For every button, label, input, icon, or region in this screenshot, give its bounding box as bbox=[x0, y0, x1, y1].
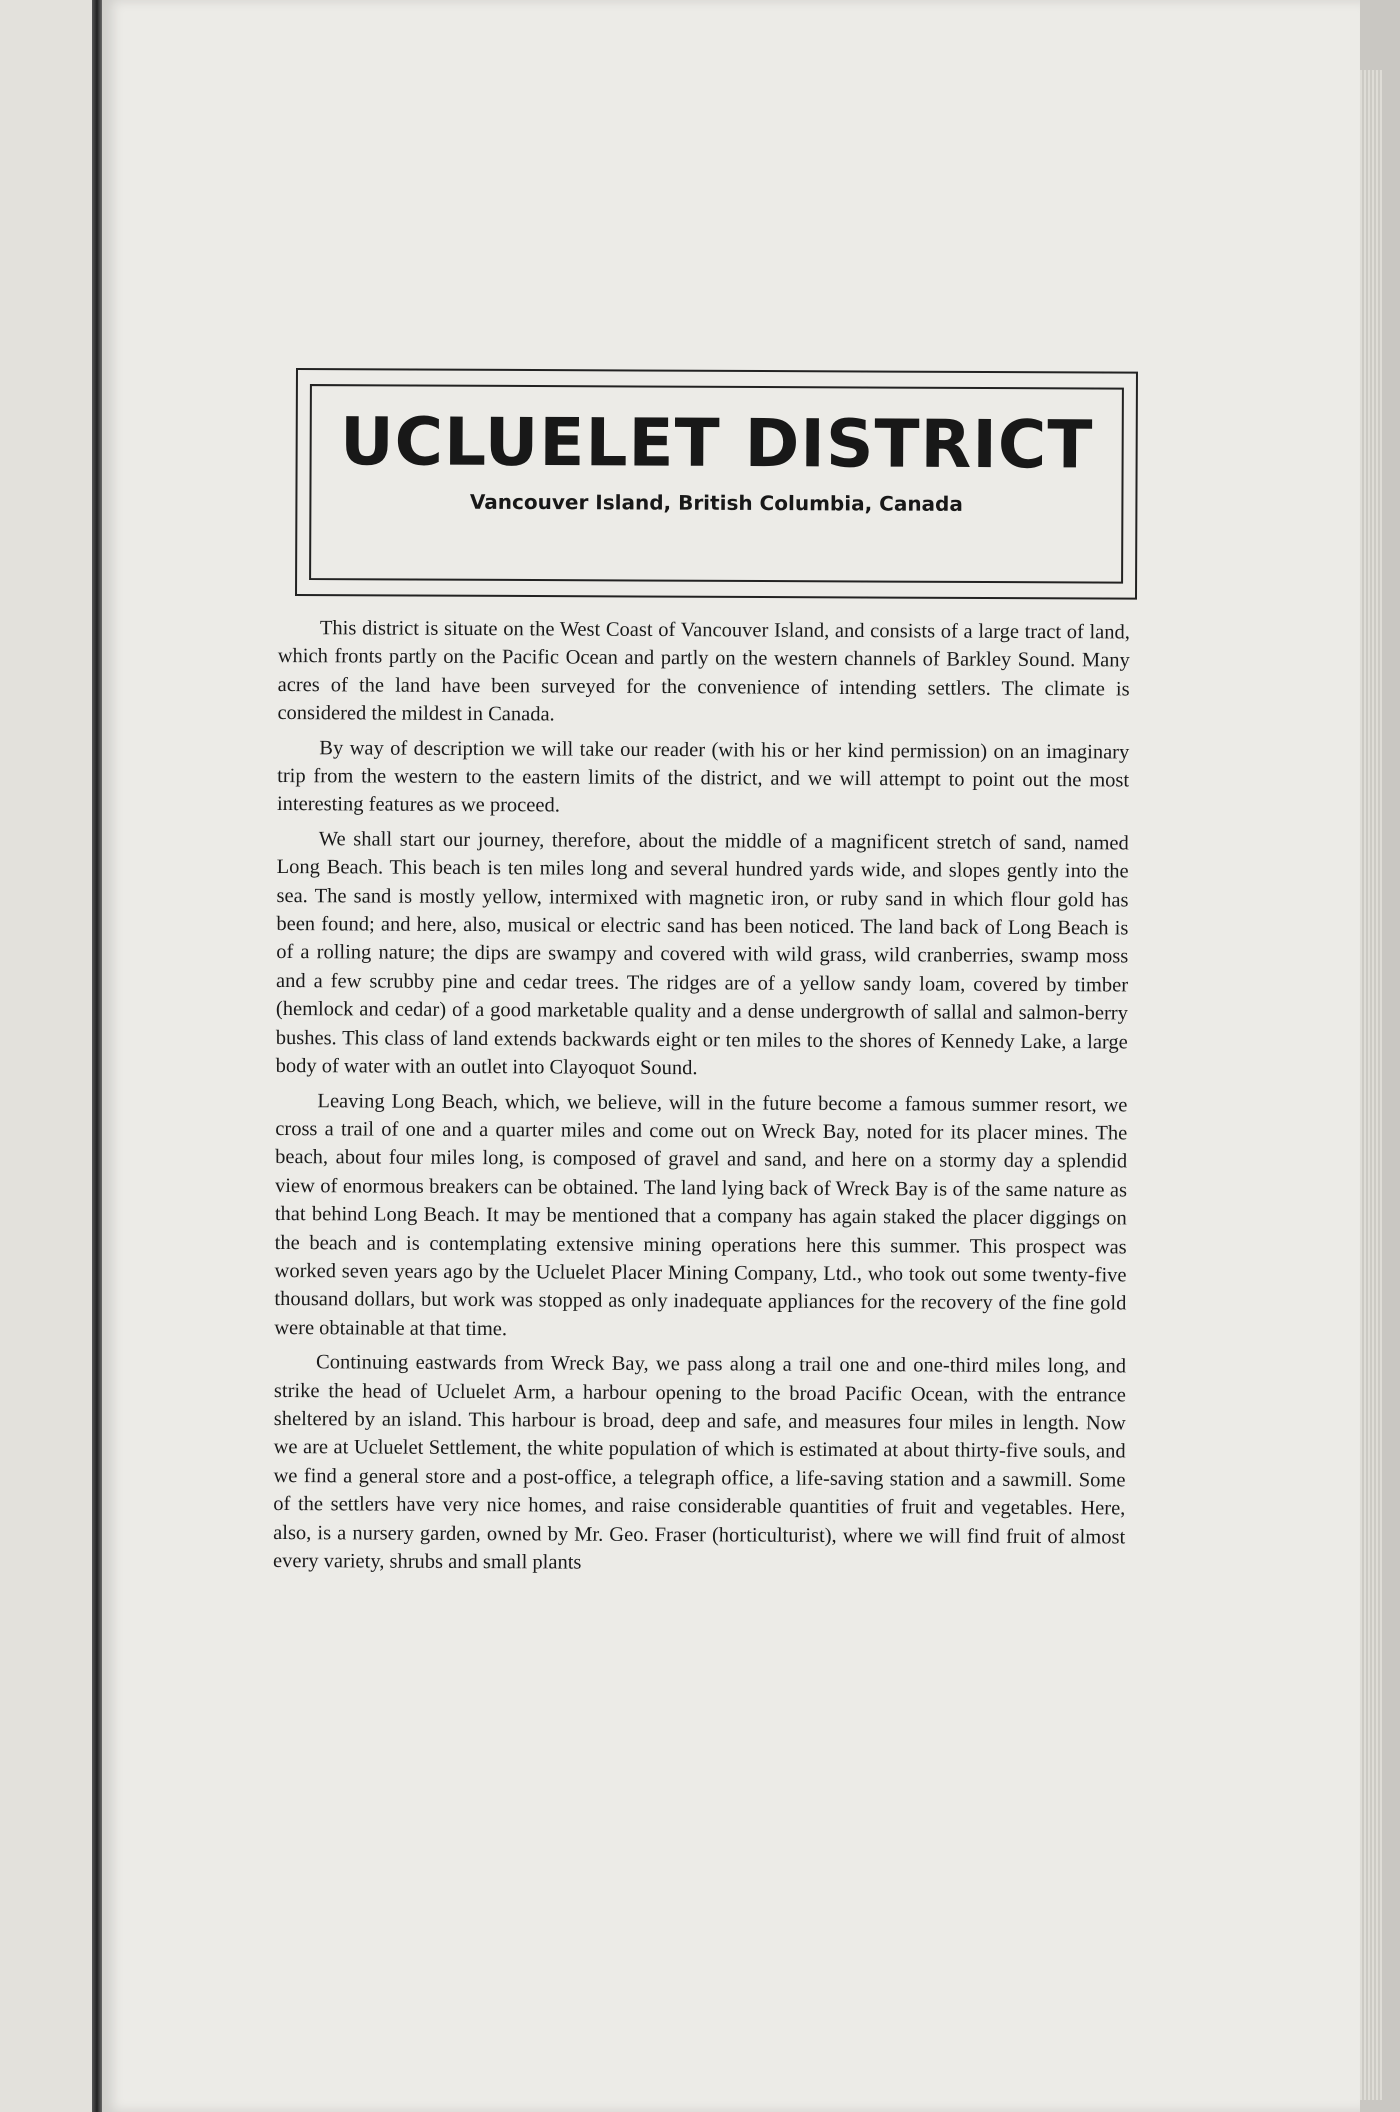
paragraph-5: Continuing eastwards from Wreck Bay, we pass along a trail one and one-third miles long, and strike the head of Ucluelet Arm, a harbour opening to the broad Pacific Ocean, with the entrance sheltered by an island. This harbour is broad, deep and safe, and measures four miles in length. Now we are at Ucluelet Settlement, the white population of which is estimated at about thirty-five souls, and we find a general store and a post-office, a telegraph office, a life-saving station and a sawmill. Some of the settlers have very nice homes, and raise considerable quantities of fruit and vegetables. Here, also, is a nursery garden, owned by Mr. Geo. Fraser (horticulturist), where we will find fruit of almost every variety, shrubs and small plants bbox=[272, 1351, 1127, 1574]
paragraph-1: This district is situate on the West Coast of Vancouver Island, and consists of a large tract of land, which fronts partly on the Pacific Ocean and partly on the western channels of Barkley Sound. Many acres of the land have been surveyed for the convenience of intending settlers. The climate is considered the mildest in Canada. bbox=[277, 617, 1130, 726]
book-gutter bbox=[92, 0, 102, 2112]
body-text bbox=[273, 614, 1130, 1586]
title-frame-inner bbox=[309, 384, 1124, 584]
page-title: UCLUELET DISTRICT bbox=[339, 403, 1094, 484]
paragraph-3: We shall start our journey, therefore, about the middle of a magnificent stretch of sand, named Long Beach. This beach is ten miles long and several hundred yards wide, and slopes gently into the sea. The sand is mostly yellow, intermixed with magnetic iron, or ruby sand in which flour gold has been found; and here, also, musical or electric sand has been noticed. The land back of Long Beach is of a rolling nature; the dips are swampy and covered with wild grass, wild cranberries, swamp moss and a few scrubby pine and cedar trees. The ridges are of a yellow sandy loam, covered by timber (hemlock and cedar) of a good marketable quality and a dense undergrowth of sallal and salmon-berry bushes. This class of land extends backwards eight or ten miles to the shores of Kennedy Lake, a large body of water with an outlet into Clayoquot Sound. bbox=[275, 828, 1129, 1080]
page-subtitle: Vancouver Island, British Columbia, Canada bbox=[469, 489, 963, 516]
paragraph-4: Leaving Long Beach, which, we believe, will in the future become a famous summer resort, we cross a trail of one and a quarter miles and come out on Wreck Bay, noted for its placer mines. The beach, about four miles long, is composed of gravel and sand, and here on a stormy day a splendid view of enormous breakers can be obtained. The land lying back of Wreck Bay is of the same nature as that behind Long Beach. It may be mentioned that a company has again staked the placer diggings on the beach and is contemplating extensive mining operations here this summer. This prospect was worked seven years ago by the Ucluelet Placer Mining Company, Ltd., who took out some twenty-five thousand dollars, but work was stopped as only inadequate appliances for the recovery of the fine gold were obtainable at that time. bbox=[274, 1089, 1128, 1340]
left-page-edge bbox=[0, 0, 92, 2112]
paragraph-2: By way of description we will take our reader (with his or her kind permission) on an imaginary trip from the western to the eastern limits of the district, and we will attempt to point out the most interesting features as we proceed. bbox=[276, 736, 1130, 817]
page-stack-edge bbox=[1360, 70, 1382, 2100]
title-frame bbox=[295, 368, 1138, 600]
